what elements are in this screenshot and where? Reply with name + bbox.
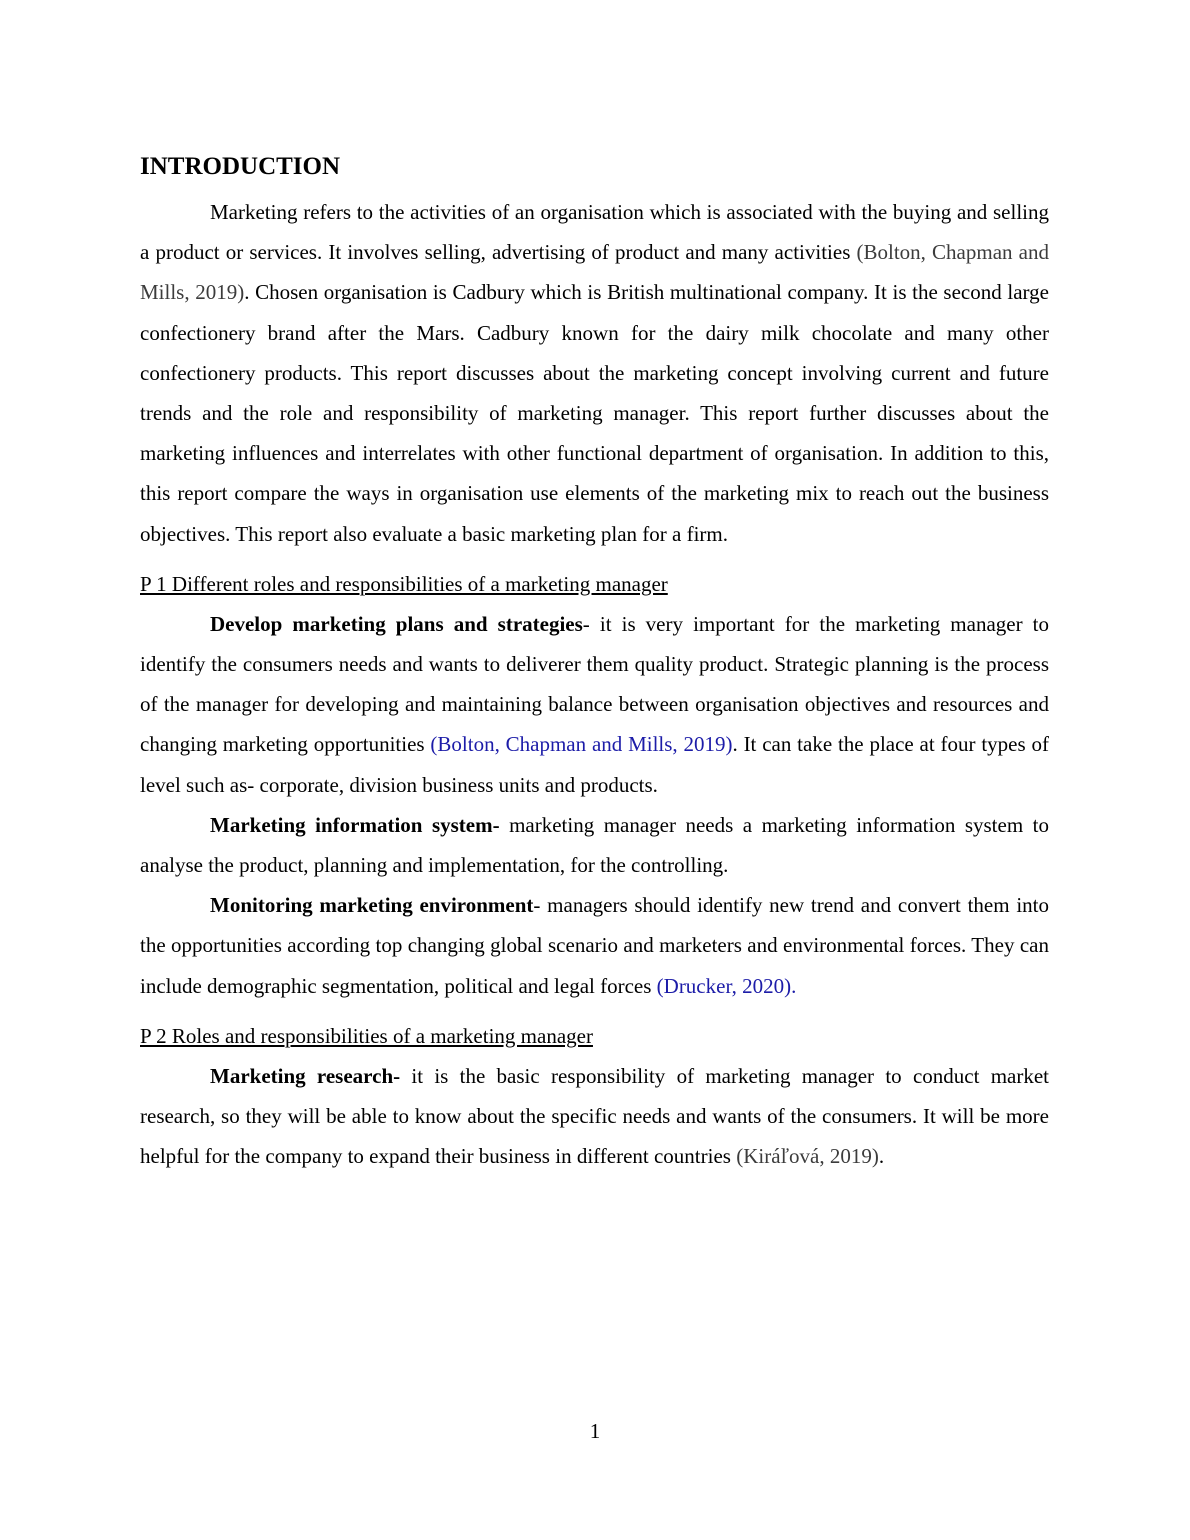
- p1-plans-citation: (Bolton, Chapman and Mills, 2019): [430, 732, 733, 757]
- document-page: [140, 150, 1049, 1176]
- introduction-paragraph: [140, 192, 1049, 554]
- p1-paragraph-mis: [140, 805, 1049, 885]
- p1-environment-citation: (Drucker, 2020).: [656, 973, 797, 998]
- p2-research-term: Marketing research-: [210, 1063, 401, 1088]
- intro-text-1: Marketing refers to the activities of an organisation which is associated with the buying and selling a product or services. It involves selling, advertising of product and many activities: [140, 200, 1049, 265]
- intro-text-2: . Chosen organisation is Cadbury which is British multinational company. It is the second large confectionery brand after the Mars. Cadbury known for the dairy milk chocolate and many other confectionery products. This report discusses about the marketing concept involving current and future trends and the role and responsibility of marketing manager. This report further discusses about the marketing influences and interrelates with other functional department of organisation. In addition to this, this report compare the ways in organisation use elements of the marketing mix to reach out the business objectives. This report also evaluate a basic marketing plan for a firm.: [140, 280, 1049, 546]
- p1-plans-term: Develop marketing plans and strategies: [210, 611, 583, 636]
- intro-citation: (Bolton, Chapman and Mills, 2019): [140, 240, 1049, 305]
- p1-environment-term: Monitoring marketing environment: [210, 893, 534, 918]
- p1-plans-text-2: . It can take the place at four types of level such as- corporate, division business units and products.: [140, 732, 1049, 797]
- p1-paragraph-environment: [140, 885, 1049, 1006]
- page-number: 1: [589, 1419, 601, 1443]
- p1-environment-text: - managers should identify new trend and convert them into the opportunities according top changing global scenario and marketers and environmental forces. They can include demographic segmentation, political and legal forces: [140, 893, 1049, 998]
- p2-paragraph-research: [140, 1056, 1049, 1177]
- introduction-heading: INTRODUCTION: [140, 153, 341, 180]
- p1-plans-text: - it is very important for the marketing manager to identify the consumers needs and wants to deliverer them quality product. Strategic planning is the process of the manager for developing and maintaining balance between organisation objectives and resources and changing marketing opportunities: [140, 611, 1049, 757]
- p1-paragraph-plans: [140, 604, 1049, 805]
- p2-research-citation: (Kiráľová, 2019): [736, 1144, 879, 1169]
- p1-mis-term: Marketing information system-: [210, 812, 500, 837]
- p2-research-text: it is the basic responsibility of marketing manager to conduct market research, so they will be able to know about the specific needs and wants of the consumers. It will be more helpful for the company to expand their business in different countries: [140, 1063, 1049, 1169]
- p1-mis-text: marketing manager needs a marketing information system to analyse the product, planning and implementation, for the controlling.: [140, 812, 1049, 878]
- p1-heading: P 1 Different roles and responsibilities of a marketing manager: [140, 571, 668, 596]
- p2-heading: P 2 Roles and responsibilities of a marketing manager: [140, 1023, 593, 1048]
- p2-research-text-2: .: [878, 1144, 885, 1169]
